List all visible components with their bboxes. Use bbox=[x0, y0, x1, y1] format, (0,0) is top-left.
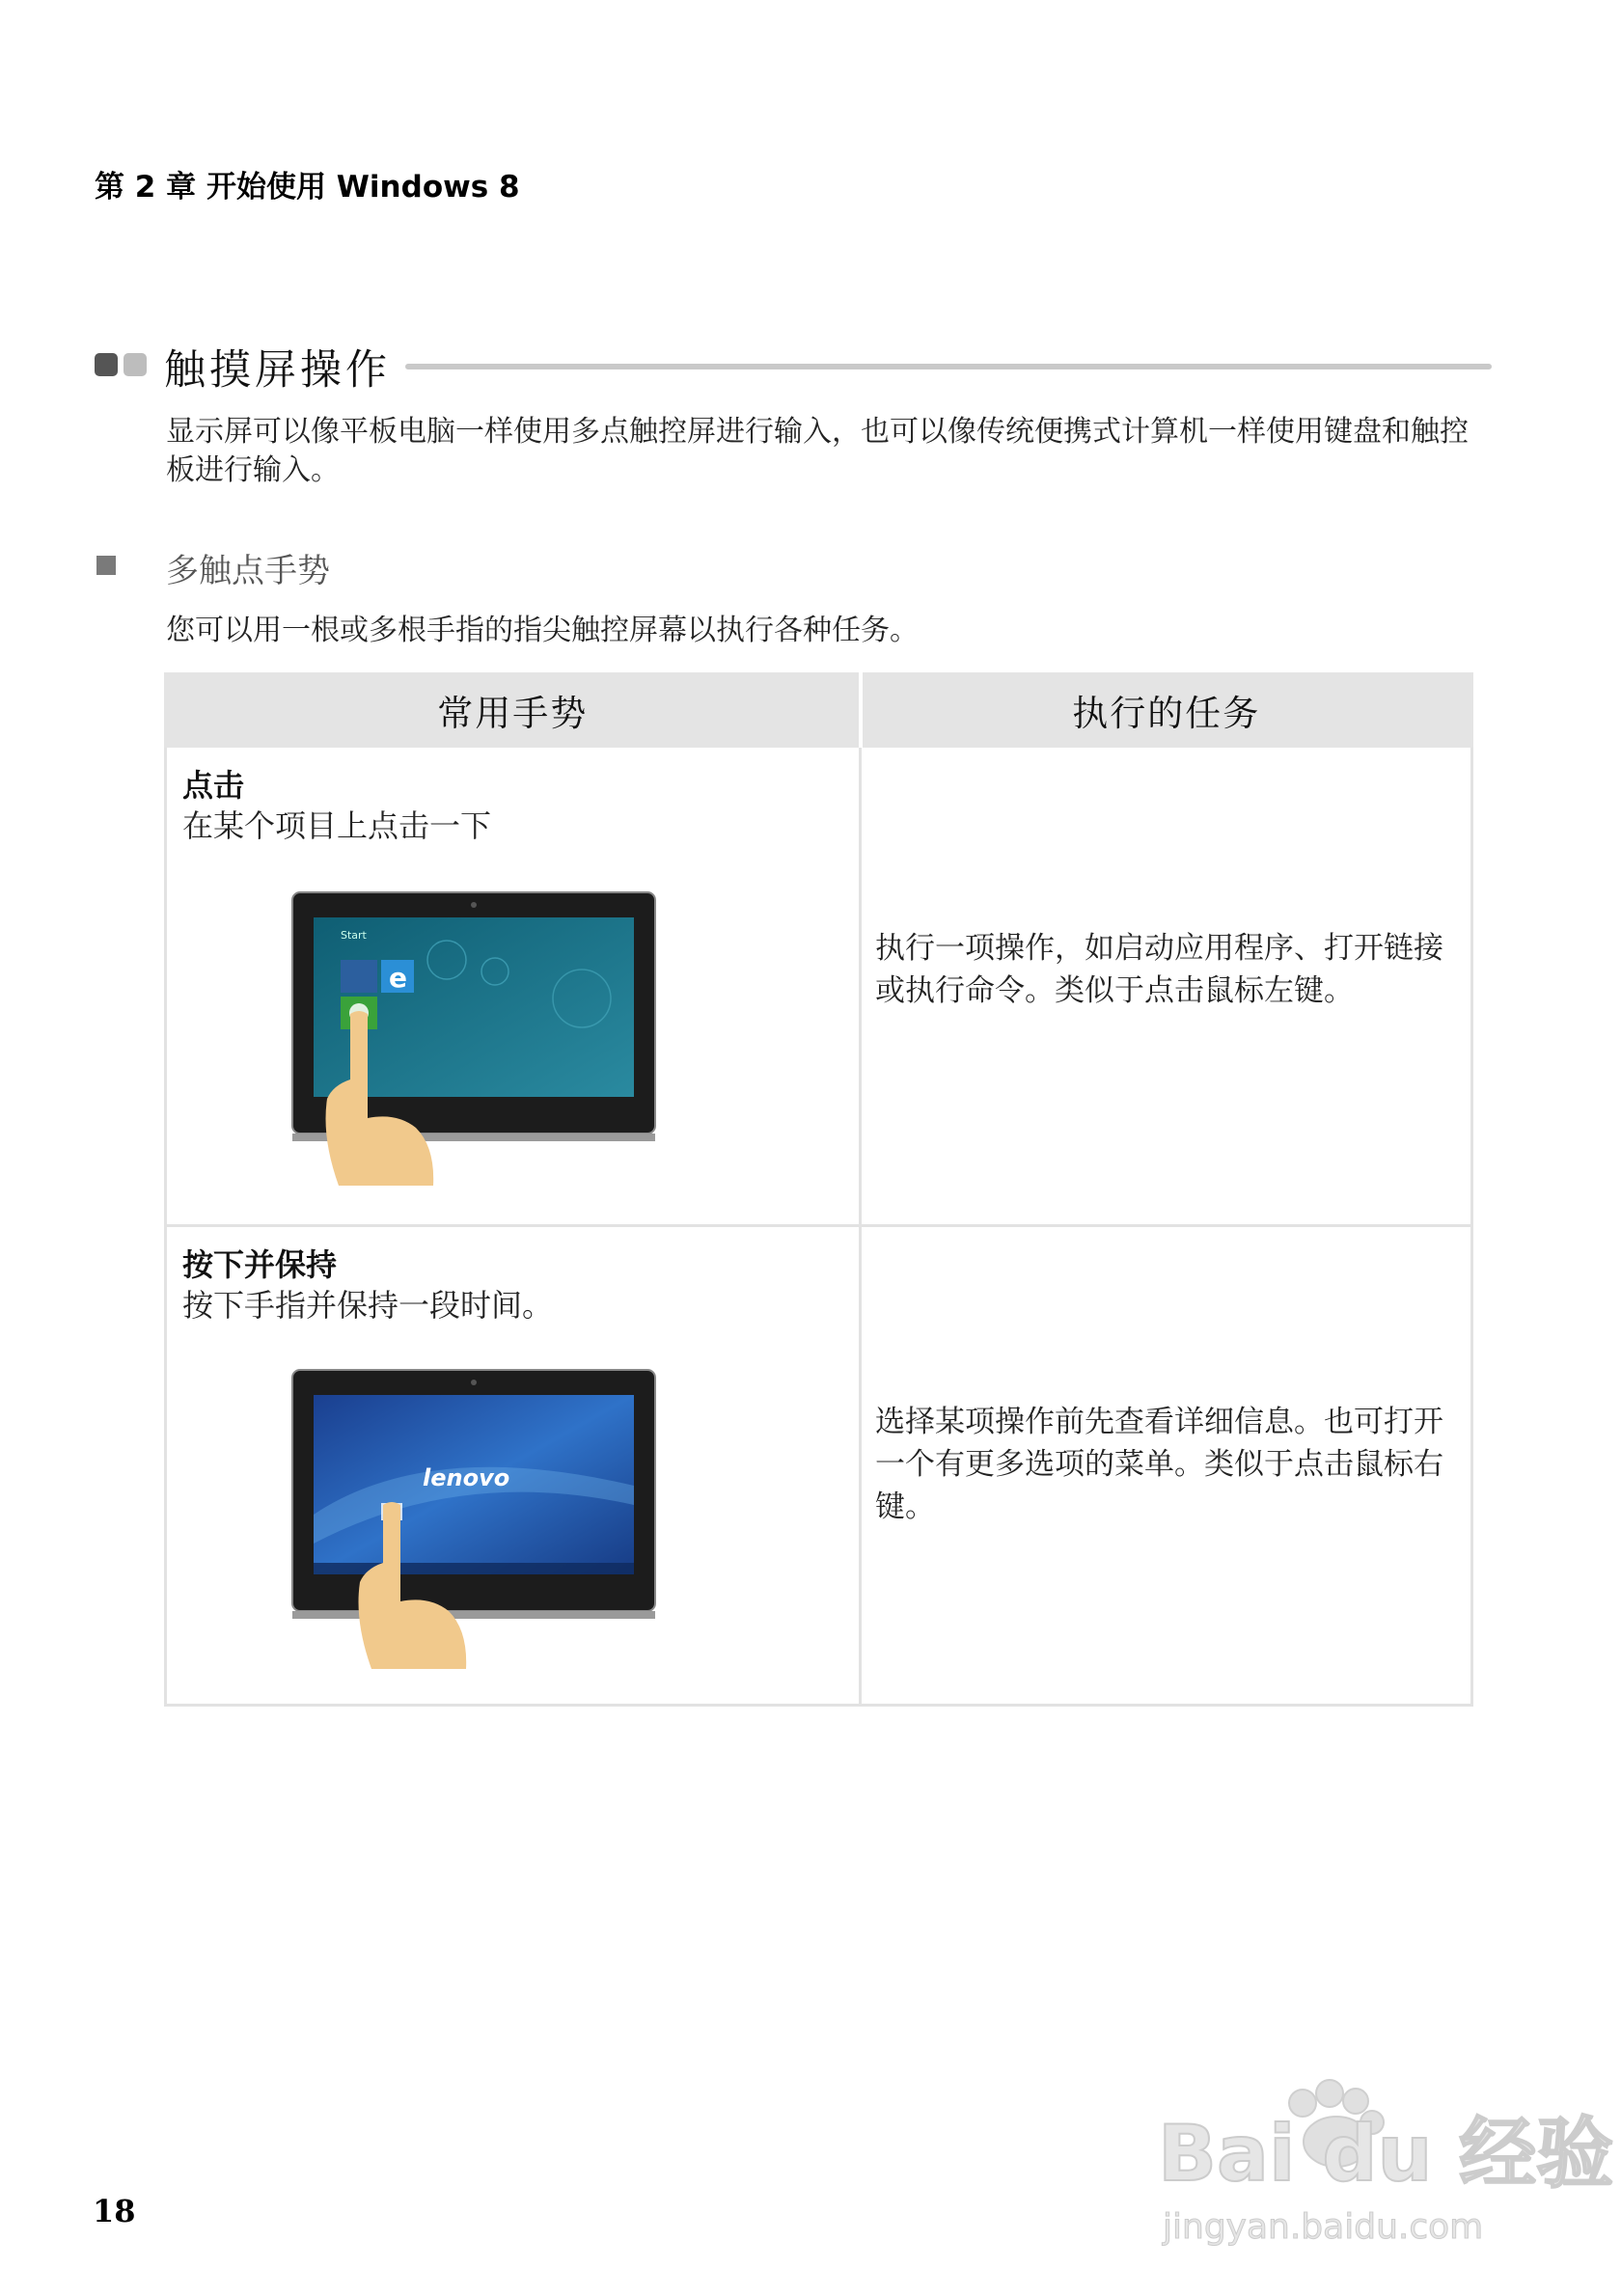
section-marker-dark bbox=[95, 353, 118, 376]
header-gesture: 常用手势 bbox=[166, 674, 861, 747]
gesture-table bbox=[164, 672, 1473, 1707]
watermark-brand: Bai du 经验 bbox=[1158, 2109, 1614, 2199]
camera-icon bbox=[471, 1380, 477, 1385]
section-marker-light bbox=[124, 353, 147, 376]
table-row bbox=[166, 1226, 1472, 1706]
baidu-watermark bbox=[1158, 2064, 1614, 2257]
task-cell-tap bbox=[861, 747, 1472, 1226]
section-rule bbox=[405, 364, 1492, 369]
gesture-description: 按下手指并保持一段时间。 bbox=[182, 1287, 554, 1324]
tile-photos bbox=[341, 960, 377, 993]
subsection-heading bbox=[95, 544, 866, 590]
camera-icon bbox=[471, 902, 477, 908]
task-description: 选择某项操作前先查看详细信息。也可打开一个有更多选项的菜单。类似于点击鼠标右键。 bbox=[875, 1405, 1443, 1524]
subsection-title: 多触点手势 bbox=[166, 552, 330, 590]
gesture-description: 在某个项目上点击一下 bbox=[182, 807, 492, 844]
tap-gesture-illustration bbox=[292, 892, 659, 1191]
gesture-cell-hold bbox=[166, 1226, 861, 1706]
gesture-name: 点击 bbox=[182, 767, 245, 804]
taskbar bbox=[314, 1563, 634, 1574]
bullet-square-icon bbox=[96, 556, 116, 575]
hold-gesture-illustration bbox=[292, 1370, 659, 1669]
page-number: 18 bbox=[93, 2193, 136, 2229]
subsection-description: 您可以用一根或多根手指的指尖触控屏幕以执行各种任务。 bbox=[166, 614, 919, 647]
task-description: 执行一项操作，如启动应用程序、打开链接或执行命令。类似于点击鼠标左键。 bbox=[875, 931, 1443, 1008]
section-heading bbox=[95, 338, 1492, 395]
start-label: Start bbox=[341, 929, 367, 942]
svg-text:e: e bbox=[389, 962, 407, 994]
table-header-row bbox=[166, 674, 1472, 747]
watermark-url: jingyan.baidu.com bbox=[1163, 2207, 1484, 2247]
table-row bbox=[166, 747, 1472, 1226]
lenovo-logo: lenovo bbox=[423, 1464, 510, 1491]
section-title: 触摸屏操作 bbox=[164, 346, 391, 395]
chapter-header: 第 2 章 开始使用 Windows 8 bbox=[95, 170, 520, 205]
baidu-paw-icon bbox=[1158, 2064, 1614, 2257]
gesture-cell-tap bbox=[166, 747, 861, 1226]
section-intro: 显示屏可以像平板电脑一样使用多点触控屏进行输入，也可以像传统便携式计算机一样使用键盘和触控板进行输入。 bbox=[166, 415, 1469, 487]
task-cell-hold bbox=[861, 1226, 1472, 1706]
gesture-name: 按下并保持 bbox=[182, 1246, 338, 1283]
header-task: 执行的任务 bbox=[861, 674, 1472, 747]
